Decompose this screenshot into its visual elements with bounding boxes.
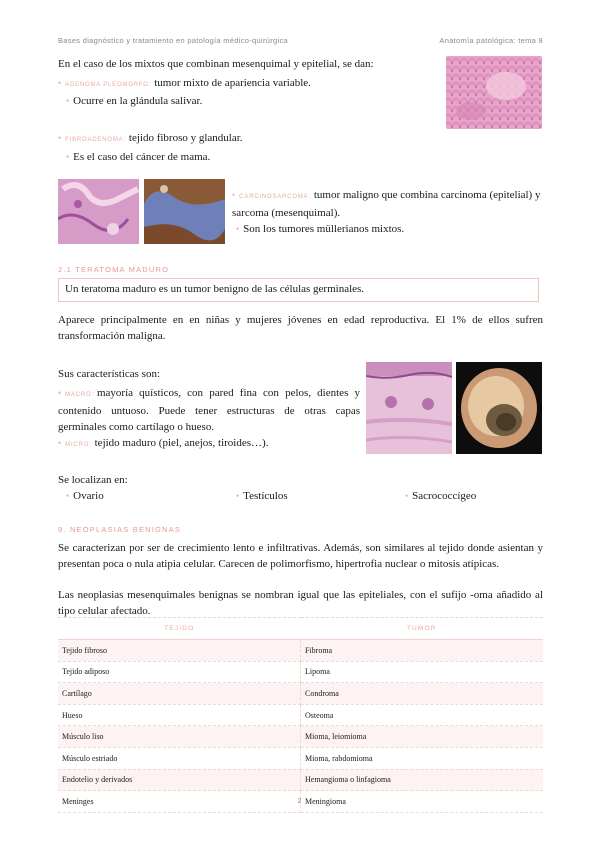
page-number: 2 <box>297 798 302 805</box>
histology-image-carcinosarcoma-ihc <box>144 179 225 244</box>
definition-box: Un teratoma maduro es un tumor benigno de las células germinales. <box>58 278 539 302</box>
sub-item-adenoma <box>66 93 202 109</box>
bullet-icon: • <box>58 438 62 448</box>
keyword-label: MICRO: <box>65 442 92 448</box>
sub-item-carcinosarcoma <box>236 221 404 237</box>
bullet-icon: • <box>232 190 236 200</box>
mixed-intro: En el caso de los mixtos que combinan mesenquimal y epitelial, se dan: <box>58 58 374 70</box>
keyword-label: MACRO: <box>65 392 94 398</box>
table-row <box>58 747 543 769</box>
cell-tejido: Meninges <box>58 791 301 813</box>
sub-item-text: Son los tumores müllerianos mixtos. <box>243 223 405 235</box>
table-row <box>58 726 543 748</box>
tissue-tumor-table <box>58 617 543 813</box>
column-header-tumor: TUMOR <box>301 618 544 640</box>
keyword-label: ADENOMA PLEOMORFO: <box>65 82 152 88</box>
cell-tumor: Mioma, rabdomioma <box>301 747 544 769</box>
table-row <box>58 769 543 791</box>
location-item <box>405 488 476 504</box>
bullet-icon: • <box>236 491 240 501</box>
cell-tumor: Hemangioma o linfagioma <box>301 769 544 791</box>
gross-image-teratoma <box>456 362 542 454</box>
item-text: tumor mixto de apariencia variable. <box>154 77 311 89</box>
cell-tumor: Condroma <box>301 683 544 705</box>
bullet-icon: • <box>58 133 62 143</box>
list-item-adenoma-pleomorfo <box>58 75 311 93</box>
section-heading-teratoma: 2.1 TERATOMA MADURO <box>58 265 170 274</box>
location-item <box>236 488 288 504</box>
cell-tumor: Fibroma <box>301 640 544 662</box>
cell-tumor: Mioma, leiomioma <box>301 726 544 748</box>
locations-title: Se localizan en: <box>58 474 128 486</box>
header-topic: Anatomía patológica: tema 8 <box>439 36 543 45</box>
table-header-row <box>58 618 543 640</box>
cell-tejido: Cartílago <box>58 683 301 705</box>
histology-image-teratoma <box>366 362 452 454</box>
benign-paragraph-1: Se caracterizan por ser de crecimiento lento e infiltrativas. Además, son similares al tejido donde asientan y presentan poca o nula atipia celular. Carecen de polimorfismo, hipertrofia nuclear o mitosis atípicas. <box>58 542 543 570</box>
keyword-label: FIBROADENOMA: <box>65 137 126 143</box>
header-course-title: Bases diagnóstico y tratamiento en patología médico-quirúrgica <box>58 36 288 45</box>
table-row <box>58 661 543 683</box>
sub-item-fibroadenoma <box>66 149 210 165</box>
item-text: tejido fibroso y glandular. <box>128 132 243 144</box>
bullet-icon: • <box>58 78 62 88</box>
keyword-label: CARCINOSARCOMA: <box>239 194 311 200</box>
bullet-icon: • <box>66 96 70 106</box>
list-item-carcinosarcoma <box>232 187 542 221</box>
bullet-icon: • <box>236 224 240 234</box>
sub-item-text: Es el caso del cáncer de mama. <box>73 151 211 163</box>
cell-tumor: Osteoma <box>301 704 544 726</box>
benign-paragraph-2: Las neoplasias mesenquimales benignas se nombran igual que las epiteliales, con el sufijo -oma añadido al tipo celular afectado. <box>58 589 543 617</box>
list-item-micro <box>58 435 268 453</box>
cell-tejido: Tejido adiposo <box>58 661 301 683</box>
table-row <box>58 704 543 726</box>
table-row <box>58 640 543 662</box>
section-heading-benign: 9. NEOPLASIAS BENIGNAS <box>58 525 182 534</box>
cell-tejido: Músculo estriado <box>58 747 301 769</box>
item-text: mayoría quísticos, con pared fina con pelos, dientes y contenido untuoso. Puede tener estructuras de otras capas germinales como cartílago o hueso. <box>58 387 360 433</box>
characteristics-title: Sus características son: <box>58 368 161 380</box>
list-item-fibroadenoma <box>58 130 243 148</box>
item-text: tejido maduro (piel, anejos, tiroides…). <box>94 437 269 449</box>
bullet-icon: • <box>66 152 70 162</box>
cell-tejido: Endotelio y derivados <box>58 769 301 791</box>
item-text: tumor maligno que combina carcinoma (epitelial) y sarcoma (mesenquimal). <box>232 189 541 219</box>
cell-tumor: Meningioma <box>301 791 544 813</box>
table-row <box>58 683 543 705</box>
bullet-icon: • <box>58 388 62 398</box>
location-item <box>66 488 104 504</box>
cell-tumor: Lipoma <box>301 661 544 683</box>
location-text: Sacrococcígeo <box>412 490 477 502</box>
list-item-macro <box>58 385 360 435</box>
cell-tejido: Hueso <box>58 704 301 726</box>
cell-tejido: Músculo liso <box>58 726 301 748</box>
teratoma-paragraph: Aparece principalmente en en niñas y mujeres jóvenes en edad reproductiva. El 1% de ellos sufren transformación maligna. <box>58 314 543 342</box>
column-header-tejido: TEJIDO <box>58 618 301 640</box>
location-text: Ovario <box>73 490 104 502</box>
sub-item-text: Ocurre en la glándula salivar. <box>73 95 203 107</box>
cell-tejido: Tejido fibroso <box>58 640 301 662</box>
location-text: Testículos <box>243 490 288 502</box>
bullet-icon: • <box>66 491 70 501</box>
histology-image-carcinosarcoma-he <box>58 179 139 244</box>
bullet-icon: • <box>405 491 409 501</box>
histology-image-pleomorphic-adenoma <box>446 56 542 129</box>
